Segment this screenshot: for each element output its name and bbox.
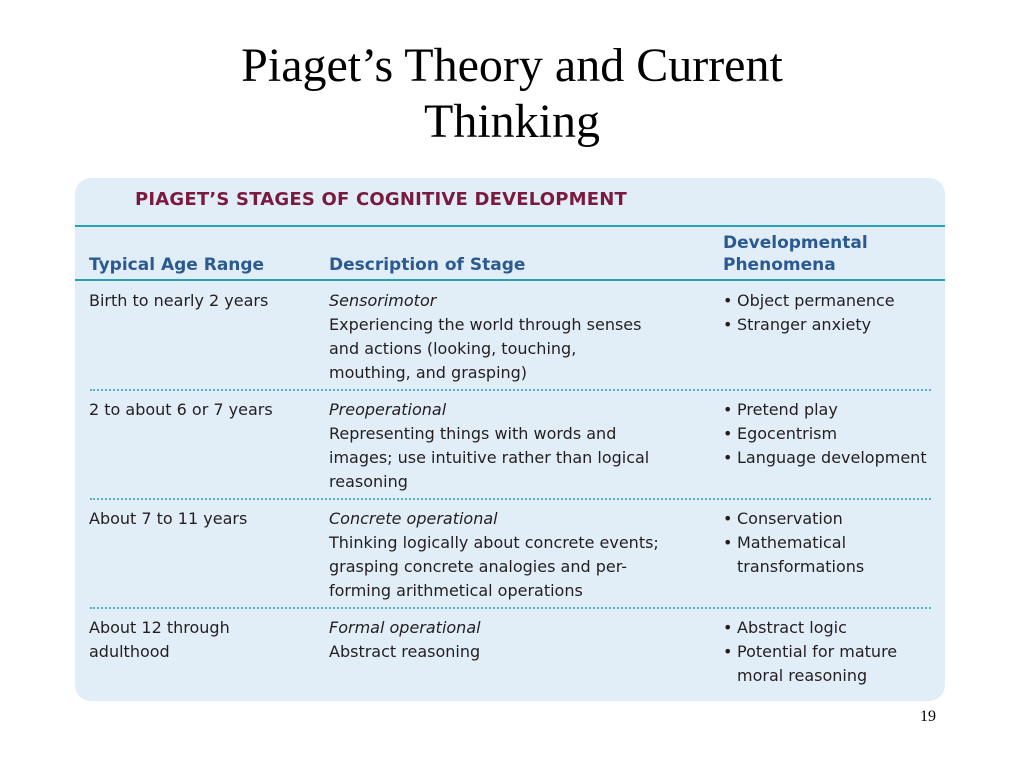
description-line: Experiencing the world through senses — [329, 315, 642, 334]
phenomenon-line: • Language development — [737, 448, 927, 467]
description-line: mouthing, and grasping) — [329, 363, 528, 382]
row-3-phenomena — [723, 507, 938, 579]
row-divider — [90, 389, 931, 391]
stage-name: Formal operational — [329, 618, 481, 637]
description-line: images; use intuitive rather than logical — [329, 448, 650, 467]
description-line: forming arithmetical operations — [329, 581, 583, 600]
phenomenon-line: • Stranger anxiety — [737, 315, 872, 334]
phenomenon-line: • Object permanence — [737, 291, 895, 310]
table-title: PIAGET’S STAGES OF COGNITIVE DEVELOPMENT — [135, 189, 628, 210]
stage-name: Sensorimotor — [329, 291, 437, 310]
phenomenon-item — [723, 313, 938, 337]
row-1-description — [329, 289, 699, 385]
age-line: adulthood — [89, 642, 170, 661]
table-top-rule — [75, 225, 945, 227]
header-phenomena — [723, 232, 868, 276]
age-line: 2 to about 6 or 7 years — [89, 400, 273, 419]
slide-title — [0, 38, 1024, 150]
header-rule — [75, 279, 945, 281]
phenomenon-line: • Pretend play — [737, 400, 838, 419]
phenomenon-line: • Mathematical — [737, 533, 847, 552]
phenomenon-line: • Abstract logic — [737, 618, 847, 637]
description-line: Thinking logically about concrete events; — [329, 533, 659, 552]
age-line: About 12 through — [89, 618, 230, 637]
phenomenon-item — [723, 616, 938, 640]
row-4-phenomena — [723, 616, 938, 688]
row-1-phenomena — [723, 289, 938, 337]
row-1-age — [89, 289, 309, 313]
row-divider — [90, 498, 931, 500]
row-4-age — [89, 616, 309, 664]
stage-name: Preoperational — [329, 400, 447, 419]
description-line: reasoning — [329, 472, 408, 491]
description-line: grasping concrete analogies and per- — [329, 557, 628, 576]
slide-title-line-2: Thinking — [424, 95, 600, 148]
phenomenon-item — [723, 446, 938, 470]
row-divider — [90, 607, 931, 609]
header-phenomena-line-2: Phenomena — [723, 255, 836, 275]
phenomenon-line: • Egocentrism — [737, 424, 838, 443]
description-line: Representing things with words and — [329, 424, 617, 443]
phenomenon-line: transformations — [737, 557, 865, 576]
age-line: Birth to nearly 2 years — [89, 291, 269, 310]
row-2-description — [329, 398, 699, 494]
phenomenon-item — [723, 531, 938, 579]
page-number: 19 — [920, 708, 936, 725]
age-line: About 7 to 11 years — [89, 509, 248, 528]
phenomenon-line: • Potential for mature — [737, 642, 898, 661]
phenomenon-item — [723, 640, 938, 688]
stages-table — [75, 178, 945, 701]
phenomenon-item — [723, 289, 938, 313]
row-3-age — [89, 507, 309, 531]
phenomenon-item — [723, 507, 938, 531]
phenomenon-item — [723, 422, 938, 446]
description-line: Abstract reasoning — [329, 642, 481, 661]
phenomenon-item — [723, 398, 938, 422]
header-description: Description of Stage — [329, 255, 526, 275]
row-2-phenomena — [723, 398, 938, 470]
description-line: and actions (looking, touching, — [329, 339, 577, 358]
slide-title-line-1: Piaget’s Theory and Current — [241, 39, 783, 92]
header-age-range: Typical Age Range — [89, 255, 265, 275]
phenomenon-line: • Conservation — [737, 509, 843, 528]
row-2-age — [89, 398, 309, 422]
stage-name: Concrete operational — [329, 509, 498, 528]
row-4-description — [329, 616, 699, 664]
phenomenon-line: moral reasoning — [737, 666, 868, 685]
header-phenomena-line-1: Developmental — [723, 233, 868, 253]
row-3-description — [329, 507, 699, 603]
